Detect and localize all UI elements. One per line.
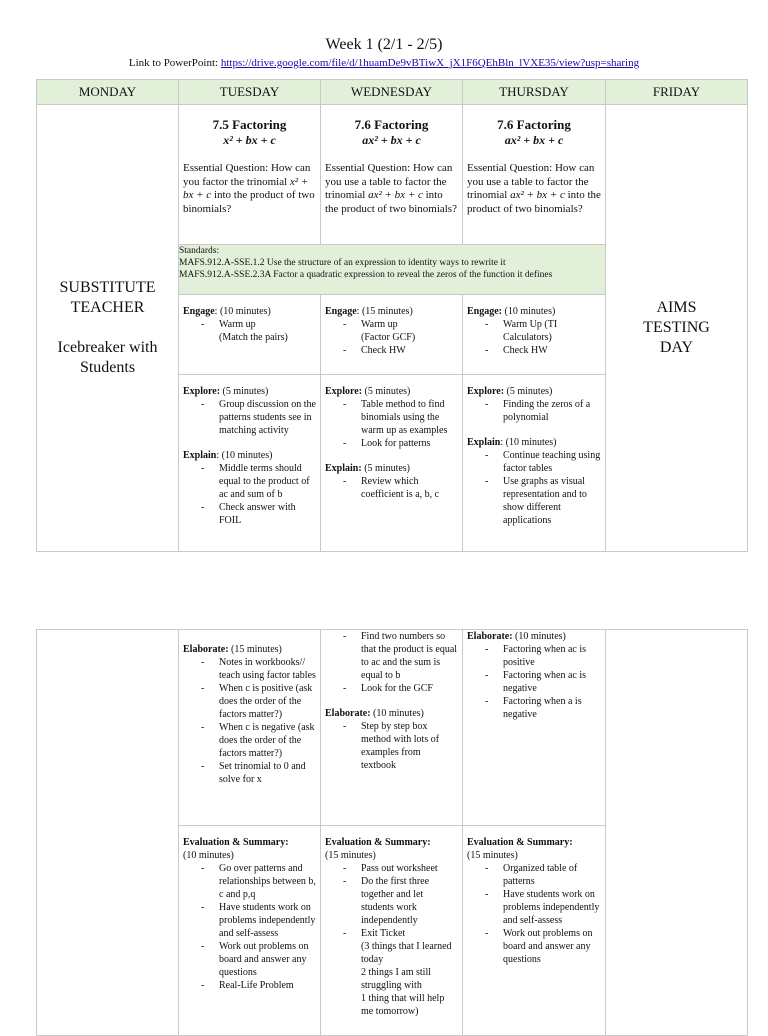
powerpoint-link-line — [0, 57, 768, 69]
section-head: Elaborate: — [467, 631, 513, 642]
list-item: - When c is negative (ask does the order of the factors matter?) — [183, 721, 316, 760]
tuesday-explore-head — [183, 385, 316, 398]
section-time: (5 minutes) — [361, 463, 411, 474]
list-item-continuation: (Factor GCF) — [361, 332, 416, 343]
tuesday-lesson-title: 7.5 Factoring — [212, 117, 287, 132]
list-item: - Warm Up (TI Calculators) — [467, 318, 601, 344]
list-item: - Review which coefficient is a, b, c — [325, 475, 458, 501]
section-time: (15 minutes) — [228, 644, 282, 655]
link-prefix: Link to PowerPoint: — [128, 57, 221, 69]
friday-aims-testing: AIMS TESTING DAY — [643, 299, 710, 356]
thursday-lesson-cell — [463, 105, 606, 245]
list-item: - Exit Ticket — [325, 927, 458, 940]
wednesday-engage-cell — [321, 295, 463, 375]
thursday-engage-cell — [463, 295, 606, 375]
thursday-engage-head — [467, 305, 601, 318]
section-head: Engage — [325, 306, 357, 317]
tuesday-eval-cell — [179, 826, 321, 1036]
standards-cell — [179, 245, 606, 295]
powerpoint-link[interactable]: https://drive.google.com/file/d/1huamDe9vBTiwX_jX1F6QEhBln_lVXE35/view?usp=sharing — [220, 57, 640, 69]
eq-text: Essential Question: How can you use a table to factor the trinomial — [325, 162, 453, 201]
standards-label: Standards: — [179, 246, 220, 256]
tuesday-lesson-formula: x² + bx + c — [223, 133, 276, 147]
section-time: : (15 minutes) — [356, 306, 413, 317]
list-item: - Check HW — [325, 344, 458, 357]
list-item: - Factoring when ac is positive — [467, 643, 601, 669]
list-item: - Pass out worksheet — [325, 862, 458, 875]
standard-2: MAFS.912.A-SSE.2.3A Factor a quadratic expression to reveal the zeros of the function it defines — [179, 270, 553, 280]
tuesday-elaborate-head — [183, 643, 316, 656]
wednesday-lesson-title: 7.6 Factoring — [354, 117, 429, 132]
section-time: (5 minutes) — [220, 386, 269, 397]
section-head: Explore: — [325, 386, 363, 397]
section-head: Explore: — [183, 386, 221, 397]
list-item: - Factoring when ac is negative — [467, 669, 601, 695]
list-item: - Find two numbers so that the product is equal to ac and the sum is equal to b — [325, 630, 458, 682]
list-item: - Have students work on problems independently and self-assess — [467, 888, 601, 927]
monday-icebreaker: Icebreaker with Students — [57, 339, 158, 376]
standard-1: MAFS.912.A-SSE.1.2 Use the structure of an expression to identity ways to rewrite it — [179, 258, 506, 268]
wednesday-lesson-formula: ax² + bx + c — [362, 133, 421, 147]
thursday-explain-head — [467, 436, 601, 449]
list-item: - Continue teaching using factor tables — [467, 449, 601, 475]
list-item: - Warm up — [183, 318, 316, 331]
list-item: - Do the first three together and let students work independently — [325, 875, 458, 927]
eq-text-end: into the product of two binomials? — [183, 189, 315, 215]
wednesday-eval-time: (15 minutes) — [325, 850, 376, 861]
day-header-row — [37, 80, 748, 105]
tuesday-essential-question — [183, 162, 316, 216]
wednesday-engage-head — [325, 305, 458, 318]
section-time: : (10 minutes) — [500, 437, 557, 448]
list-item: - Check answer with FOIL — [183, 501, 316, 527]
tuesday-eval-time: (10 minutes) — [183, 850, 234, 861]
list-item: - Group discussion on the patterns students see in matching activity — [183, 398, 316, 437]
section-head: Explain — [467, 437, 501, 448]
thursday-essential-question — [467, 162, 601, 216]
section-head: Explain — [183, 450, 217, 461]
section-time: : (10 minutes) — [216, 450, 273, 461]
list-item: - Factoring when a is negative — [467, 695, 601, 721]
wednesday-explain-head — [325, 462, 458, 475]
list-item: - Middle terms should equal to the product of ac and sum of b — [183, 462, 316, 501]
thursday-explore-head — [467, 385, 601, 398]
list-item: - Look for patterns — [325, 437, 458, 450]
list-item: - Go over patterns and relationships between b, c and p,q — [183, 862, 316, 901]
wednesday-explore-cell — [321, 375, 463, 552]
list-item-continuation: 1 thing that will help me tomorrow) — [361, 993, 445, 1017]
list-item: - Use graphs as visual representation and to show different applications — [467, 475, 601, 527]
wednesday-eval-cell — [321, 826, 463, 1036]
thursday-lesson-title: 7.6 Factoring — [497, 117, 571, 132]
list-item: - Real-Life Problem — [183, 979, 316, 992]
monday-cell — [37, 105, 179, 552]
wednesday-explore-head — [325, 385, 458, 398]
list-item: - Set trinomial to 0 and solve for x — [183, 760, 316, 786]
list-item: - Finding the zeros of a polynomial — [467, 398, 601, 424]
thursday-eval-time: (15 minutes) — [467, 850, 518, 861]
section-head: Elaborate: — [325, 708, 371, 719]
list-item-continuation: 2 things I am still struggling with — [361, 967, 431, 991]
section-time: : (10 minutes) — [214, 306, 271, 317]
thursday-elaborate-head — [467, 630, 601, 643]
day-header-monday: MONDAY — [37, 80, 179, 105]
tuesday-eval-head: Evaluation & Summary: — [183, 837, 289, 848]
section-time: (5 minutes) — [504, 386, 553, 397]
eq-formula: ax² + bx + c — [510, 189, 565, 201]
section-time: (10 minutes) — [370, 708, 424, 719]
day-header-tuesday: TUESDAY — [179, 80, 321, 105]
list-item: - Work out problems on board and answer any questions — [467, 927, 601, 966]
friday-cell-continued — [606, 630, 748, 1036]
list-item: - Notes in workbooks// teach using factor tables — [183, 656, 316, 682]
eq-formula: x² + bx + c — [183, 175, 309, 201]
thursday-eval-cell — [463, 826, 606, 1036]
list-item: - Organized table of patterns — [467, 862, 601, 888]
list-item: - Check HW — [467, 344, 601, 357]
wednesday-elaborate-cell — [321, 630, 463, 826]
tuesday-engage-cell — [179, 295, 321, 375]
eq-text-end: into the product of two binomials? — [325, 189, 457, 215]
tuesday-lesson-cell — [179, 105, 321, 245]
tuesday-elaborate-cell — [179, 630, 321, 826]
tuesday-explore-cell — [179, 375, 321, 552]
list-item: - Warm up — [325, 318, 458, 331]
list-item: - Work out problems on board and answer any questions — [183, 940, 316, 979]
section-head: Explore: — [467, 386, 505, 397]
day-header-friday: FRIDAY — [606, 80, 748, 105]
lesson-plan-table-bottom — [36, 629, 748, 1036]
wednesday-eval-head: Evaluation & Summary: — [325, 837, 431, 848]
thursday-lesson-formula: ax² + bx + c — [504, 133, 564, 147]
thursday-elaborate-cell — [463, 630, 606, 826]
list-item: - Have students work on problems independently and self-assess — [183, 901, 316, 940]
monday-substitute: SUBSTITUTE TEACHER — [59, 279, 156, 316]
section-time: (10 minutes) — [512, 631, 566, 642]
tuesday-engage-head — [183, 305, 316, 318]
monday-cell-continued — [37, 630, 179, 1036]
thursday-eval-head: Evaluation & Summary: — [467, 837, 573, 848]
eq-text: Essential Question: How can you factor the trinomial — [183, 162, 311, 188]
wednesday-essential-question — [325, 162, 458, 216]
section-head: Engage — [183, 306, 215, 317]
day-header-thursday: THURSDAY — [463, 80, 606, 105]
list-item: - Look for the GCF — [325, 682, 458, 695]
list-item-continuation: (Match the pairs) — [219, 332, 288, 343]
lesson-plan-table-top — [36, 79, 748, 552]
list-item: - Step by step box method with lots of examples from textbook — [325, 720, 458, 772]
section-head: Engage: — [467, 306, 502, 317]
tuesday-explain-head — [183, 449, 316, 462]
wednesday-lesson-cell — [321, 105, 463, 245]
section-time: (10 minutes) — [502, 306, 556, 317]
eq-text-end: into the product of two binomials? — [467, 189, 601, 215]
list-item-continuation: (3 things that I learned today — [361, 941, 452, 965]
wednesday-elaborate-head — [325, 707, 458, 720]
day-header-wednesday: WEDNESDAY — [321, 80, 463, 105]
list-item: - When c is positive (ask does the order of the factors matter?) — [183, 682, 316, 721]
list-item: - Table method to find binomials using the warm up as examples — [325, 398, 458, 437]
section-head: Elaborate: — [183, 644, 229, 655]
section-time: (5 minutes) — [362, 386, 411, 397]
page-title: Week 1 (2/1 - 2/5) — [325, 36, 443, 53]
section-head: Explain: — [325, 463, 362, 474]
thursday-explore-cell — [463, 375, 606, 552]
eq-text: Essential Question: How can you use a table to factor the trinomial — [467, 162, 595, 201]
eq-formula: ax² + bx + c — [368, 189, 423, 201]
friday-cell — [606, 105, 748, 552]
